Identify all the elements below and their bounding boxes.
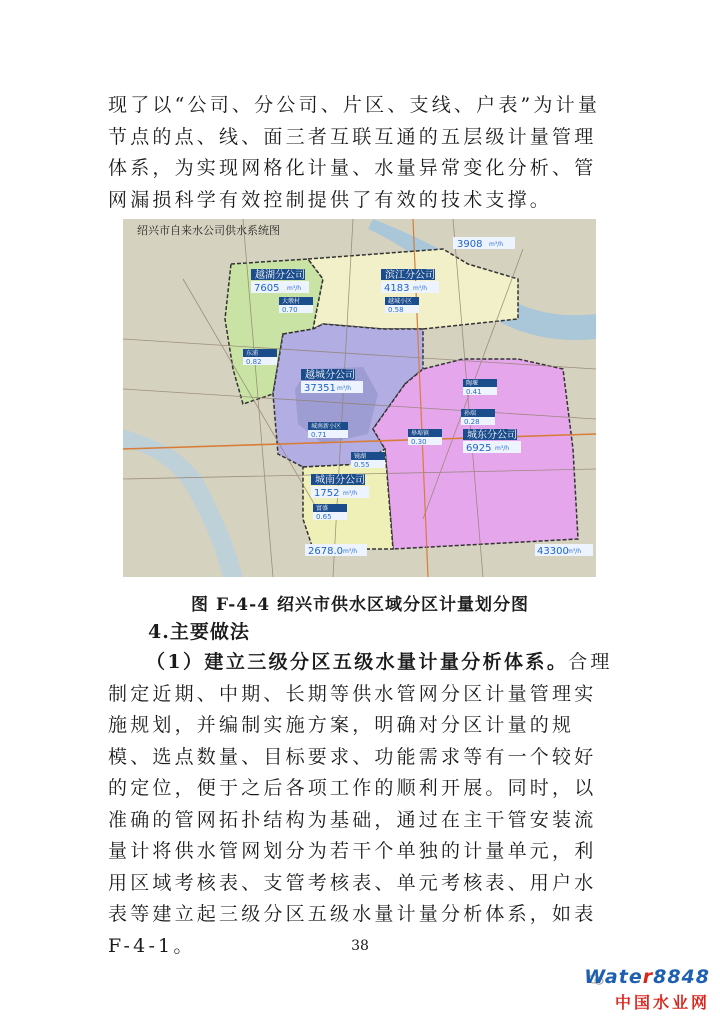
page-number: 38 (351, 938, 369, 954)
paragraph-2-body: 合理制定近期、中期、长期等供水管网分区计量管理实施规划，并编制实施方案，明确对分区计量的规模、选点数量、目标要求、功能需求等有一个较好的定位，便于之后各项工作的顺利开展。同时，以准确的管网拓扑结构为基础，通过在主干管安装流量计将供水管网划分为若干个单独的计量单元，利用区域考核表、支管考核表、单元考核表、用户水表等建立起三级分区五级水量计量分析体系，如表F-4-1。 (108, 651, 613, 957)
zone-box-south (311, 473, 369, 499)
svg-text:1752: 1752 (314, 488, 340, 499)
svg-text:0.30: 0.30 (411, 438, 427, 446)
paragraph-1: 现了以“公司、分公司、片区、支线、户表”为计量节点的点、线、面三者互联互通的五层级计量管理体系，为实现网格化计量、水量异常变化分析、管网漏损科学有效控制提供了有效的技术支撑。 (108, 94, 601, 211)
section-heading: 4.主要做法 (148, 621, 250, 643)
svg-text:0.65: 0.65 (316, 513, 332, 521)
site-watermark (584, 966, 716, 1014)
svg-text:43300: 43300 (537, 546, 569, 557)
watermark-brand: Water8848 (584, 966, 710, 988)
svg-text:m³/h: m³/h (489, 241, 504, 248)
svg-text:镜湖: 镜湖 (354, 453, 367, 460)
svg-text:m³/h: m³/h (495, 445, 510, 452)
meter-tag-7 (308, 422, 348, 439)
svg-text:m³/h: m³/h (567, 548, 582, 555)
svg-text:城南新小区: 城南新小区 (311, 423, 342, 430)
plant-southeast (535, 544, 593, 557)
svg-text:6925: 6925 (466, 443, 492, 454)
svg-text:m³/h: m³/h (343, 490, 358, 497)
meter-tag-9 (313, 504, 347, 521)
map-canvas (123, 219, 596, 577)
zone-box-west (251, 268, 309, 294)
svg-text:0.71: 0.71 (311, 431, 327, 439)
svg-text:m³/h: m³/h (287, 285, 302, 292)
figure-caption: 图 F-4-4 绍兴市供水区域分区计量划分图 (191, 595, 529, 615)
svg-text:越城小区: 越城小区 (388, 298, 413, 305)
svg-text:0.82: 0.82 (246, 358, 262, 366)
svg-text:东浦: 东浦 (246, 350, 259, 357)
paragraph-2-lead: （1）建立三级分区五级水量计量分析体系。 (146, 651, 569, 673)
meter-tag-6 (408, 429, 442, 446)
meter-tag-5 (461, 409, 495, 426)
svg-text:37351: 37351 (304, 383, 336, 394)
svg-text:0.41: 0.41 (466, 388, 482, 396)
paragraph-2 (108, 647, 614, 962)
map-title: 绍兴市自来水公司供水系统图 (137, 224, 280, 237)
plant-southwest (305, 544, 367, 557)
svg-text:越城分公司: 越城分公司 (305, 370, 355, 381)
zone-box-east (463, 428, 521, 454)
water-supply-zone-map (123, 219, 596, 577)
svg-text:7605: 7605 (254, 283, 280, 294)
svg-text:0.58: 0.58 (388, 306, 404, 314)
plant-north (453, 237, 515, 250)
svg-text:m³/h: m³/h (337, 385, 352, 392)
svg-text:4183: 4183 (384, 283, 410, 294)
svg-text:2678.0: 2678.0 (308, 546, 343, 557)
meter-tag-2 (243, 349, 277, 366)
meter-tag-8 (351, 452, 385, 469)
watermark-site-name: 中国水业网 (614, 993, 710, 1012)
svg-text:皋埠镇: 皋埠镇 (411, 430, 430, 437)
svg-text:3908: 3908 (457, 239, 483, 250)
svg-text:富盛: 富盛 (316, 505, 329, 512)
svg-text:0.28: 0.28 (464, 418, 480, 426)
zone-box-center (301, 368, 363, 394)
svg-text:0.55: 0.55 (354, 461, 370, 469)
zone-box-north (381, 268, 439, 294)
svg-text:m³/h: m³/h (413, 285, 428, 292)
svg-text:城南分公司: 城南分公司 (315, 475, 365, 486)
meter-tag-1 (279, 297, 313, 314)
svg-text:孙端: 孙端 (464, 410, 477, 417)
svg-text:m³/h: m³/h (343, 548, 358, 555)
svg-text:大墩村: 大墩村 (282, 298, 301, 305)
svg-text:越湖分公司: 越湖分公司 (255, 270, 305, 281)
meter-tag-4 (463, 379, 497, 396)
svg-text:滨江分公司: 滨江分公司 (385, 270, 435, 281)
meter-tag-3 (385, 297, 419, 314)
svg-text:0.70: 0.70 (282, 306, 298, 314)
svg-text:陶堰: 陶堰 (466, 380, 479, 387)
svg-text:城东分公司: 城东分公司 (467, 430, 517, 441)
